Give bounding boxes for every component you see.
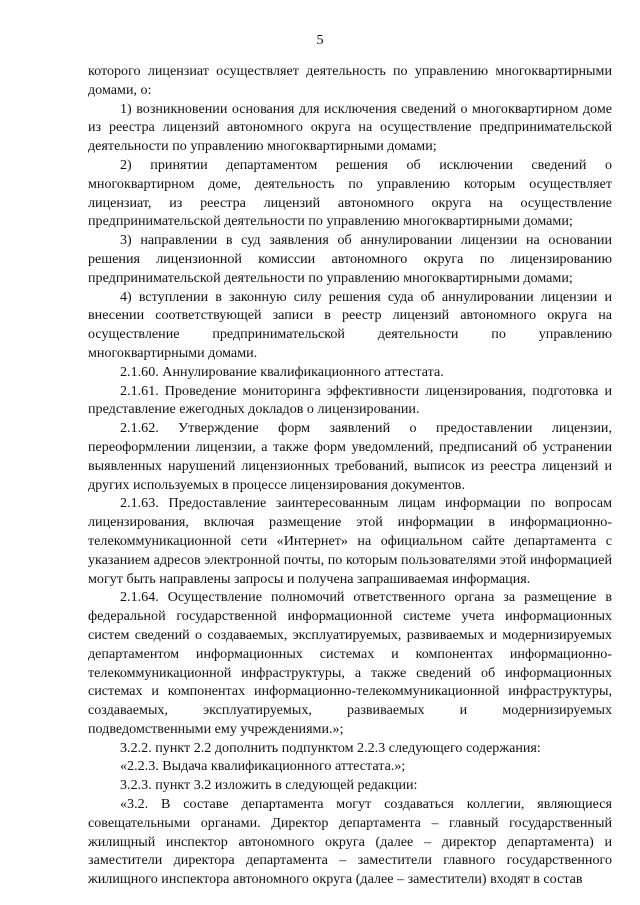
paragraph: 2.1.61. Проведение мониторинга эффективности лицензирования, подготовка и представление ежегодных докладов о лицензировании. [88,382,612,418]
paragraph: 3.2.3. пункт 3.2 изложить в следующей редакции: [120,777,418,794]
paragraph: 1) возникновении основания для исключения сведений о многоквартирном доме из реестра лицензий автономного округа на осуществление предпринимательской деятельности по управлению многоквартирными домами; [88,100,612,155]
paragraph: 2.1.62. Утверждение форм заявлений о предоставлении лицензии, переоформлении лицензии, а также форм уведомлений, предписаний об устранении выявленных нарушений лицензионных требований, выписок из реестра лицензий и других используемых в процессе лицензирования документов. [88,420,612,493]
paragraph: 2.1.64. Осуществление полномочий ответственного органа за размещение в федеральной государственной информационной системе учета информационных систем сведений о создаваемых, эксплуатируемых, развиваемых и модернизируемых департаментом информационных системах и компонентах информационно-телекоммуникационной инфраструктуры, а также сведений об информационных системах и компонентах информационно-телекоммуникационной инфраструктуры, создаваемых, эксплуатируемых, развиваемых и модернизируемых подведомственными ему учреждениями.»; [88,589,612,737]
paragraph: 2) принятии департаментом решения об исключении сведений о многоквартирном доме, деятельность по управлению которым осуществляет лицензиат, из реестра лицензий автономного округа на осуществление предпринимательской деятельности по управлению многоквартирными домами; [88,156,612,230]
document-body [88,62,612,889]
paragraph: 4) вступлении в законную силу решения суда об аннулировании лицензии и внесении соответствующей записи в реестр лицензий автономного округа на осуществление предпринимательской деятельности по управлению многоквартирными домами. [88,288,612,361]
paragraph: 3) направлении в суд заявления об аннулировании лицензии на основании решения лицензионной комиссии автономного округа по лицензированию предпринимательской деятельности по управлению многоквартирными домами; [88,232,612,286]
paragraph: 3.2.2. пункт 2.2 дополнить подпунктом 2.2.3 следующего содержания: [120,739,541,756]
paragraph: «2.2.3. Выдача квалификационного аттестата.»; [120,758,406,775]
page-number: 5 [316,33,324,48]
paragraph: 2.1.63. Предоставление заинтересованным лицам информации по вопросам лицензирования, включая размещение этой информации в информационно-телекоммуникационной сети «Интернет» на официальном сайте департамента с указанием адресов электронной почты, по которым пользователями этой информацией могут быть направлены запросы и получена запрашиваемая информация. [88,495,612,587]
paragraph: «3.2. В составе департамента могут создаваться коллегии, являющиеся совещательными органами. Директор департамента – главный государственный жилищный инспектор автономного округа (далее – директор департамента) и заместители директора департамента – заместители главного государственного жилищного инспектора автономного округа (далее – заместители) входят в состав [88,796,612,888]
paragraph: 2.1.60. Аннулирование квалификационного аттестата. [120,363,444,380]
paragraph: которого лицензиат осуществляет деятельность по управлению многоквартирными домами, о: [88,63,612,98]
